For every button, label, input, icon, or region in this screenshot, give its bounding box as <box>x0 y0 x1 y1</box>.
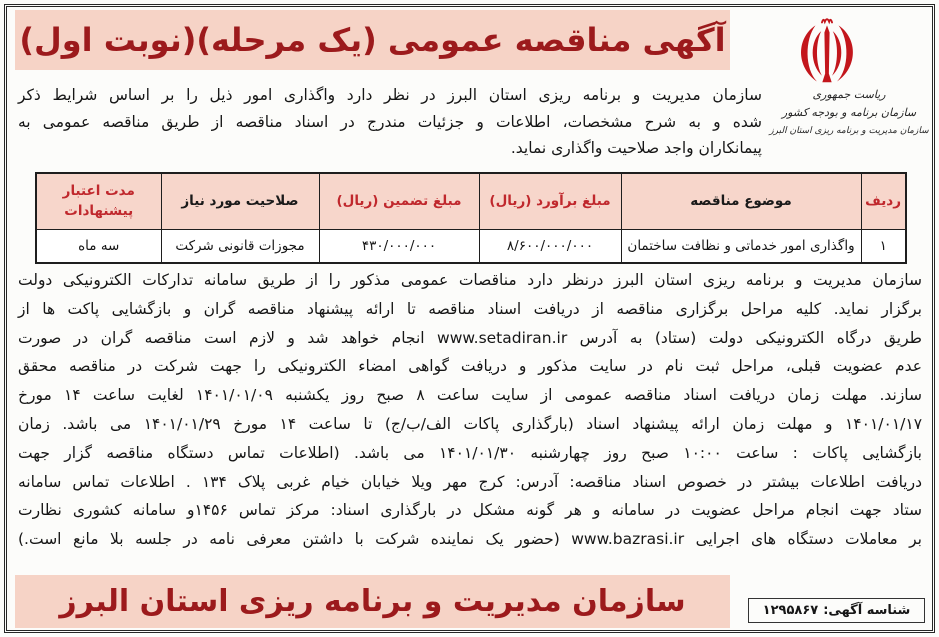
notice-title: آگهی مناقصه عمومی (یک مرحله)(نوبت اول) <box>19 21 726 59</box>
intro-line: پیمانکاران واجد صلاحیت واگذاری نماید. <box>510 139 762 157</box>
intro-line: سازمان مدیریت و برنامه ریزی استان البرز در نظر دارد واگذاری امور ذیل را بر اساس شرایط ذکر <box>18 86 762 104</box>
ad-id-box <box>748 598 925 623</box>
body-line: سازمان مدیریت و برنامه ریزی استان البرز درنظر دارد مناقصات عمومی مذکور را از طریق سامانه تدارکات الکترونیکی دولت <box>18 271 922 289</box>
body-line: ستاد جهت انجام مراحل عضویت در سامانه و هر گونه مشکل در بارگذاری اسناد: مرکز تماس ۱۴۵۶و سامانه کشوری نظارت <box>18 501 922 520</box>
body-line: دریافت اطلاعات بیشتر در خصوص اسناد مناقصه: آدرس: کرج مهر ویلا خیابان خیام غربی پلاک ۱۳۴ . اطلاعات تماس سامانه <box>18 472 922 491</box>
emblem-sword <box>822 25 831 82</box>
emblem-inner-right-crescent <box>832 31 841 76</box>
header-validity-line: پیشنهادات <box>64 203 134 220</box>
ad-id-value: ۱۲۹۵۸۶۷ <box>762 603 819 618</box>
header-estimated-amount: مبلغ برآورد (ریال) <box>479 173 621 229</box>
header-row-number: ردیف <box>861 173 906 229</box>
ad-id-label: شناسه آگهی: <box>823 603 911 618</box>
body-line: بر معاملات دستگاه های اجرایی www.bazrasi.ir (حضور یک نماینده شرکت با داشتن معرفی نامه در جلسه بلا مانع است.) <box>18 530 922 549</box>
table-row <box>36 229 906 263</box>
cell-subject: واگذاری امور خدماتی و نظافت ساختمان <box>621 229 861 263</box>
header-required-qualification: صلاحیت مورد نیاز <box>161 173 319 229</box>
logo-caption <box>766 86 932 140</box>
body-paragraph <box>18 266 922 554</box>
iran-emblem-icon <box>791 15 863 89</box>
cell-required-qualification: مجوزات قانونی شرکت <box>161 229 319 263</box>
header-guarantee-amount: مبلغ تضمین (ریال) <box>319 173 479 229</box>
logo-caption-line: ریاست جمهوری <box>812 88 886 101</box>
header-subject: موضوع مناقصه <box>621 173 861 229</box>
table-header-row <box>36 173 906 229</box>
cell-estimated-amount: ۸/۶۰۰/۰۰۰/۰۰۰ <box>479 229 621 263</box>
footer-banner <box>15 575 730 628</box>
cell-row-number: ۱ <box>861 229 906 263</box>
emblem-inner-left-crescent <box>813 31 822 76</box>
footer-organization: سازمان مدیریت و برنامه ریزی استان البرز <box>59 584 686 619</box>
table-body <box>36 229 906 263</box>
body-line: طریق درگاه الکترونیکی دولت (ستاد) به آدرس www.setadiran.ir انجام خواهد شد و لازم است مناقصه گران در صورت <box>18 328 922 347</box>
table-header <box>36 173 906 229</box>
logo-caption-line: سازمان برنامه و بودجه کشور <box>781 106 917 119</box>
tender-table <box>35 172 907 264</box>
emblem-shapes <box>801 25 853 82</box>
header-validity <box>36 173 161 229</box>
header-validity-line: مدت اعتبار <box>62 183 135 200</box>
logo-caption-line: سازمان مدیریت و برنامه ریزی استان البرز <box>769 126 929 136</box>
body-line: بازگشایی پاکات : ساعت ۱۰:۰۰ صبح روز چهارشنبه ۱۴۰۱/۰۱/۳۰ می باشد. (اطلاعات تماس دستگاه مناقصه گزار جهت <box>18 443 922 462</box>
intro-paragraph <box>18 82 762 162</box>
body-line: عدم عضویت قبلی، مراحل ثبت نام در سایت مذکور و دریافت گواهی امضاء الکترونیکی را جهت شرکت در مناقصه محقق <box>18 357 922 376</box>
body-line: ۱۴۰۱/۰۱/۱۷ و مهلت زمان ارائه پیشنهاد اسناد (بارگذاری پاکات الف/ب/ج) تا ساعت ۱۴ مورخ ۱۴۰۱/۰۱/۲۹ می باشد. زمان <box>18 414 923 433</box>
cell-validity: سه ماه <box>36 229 161 263</box>
emblem-shadda <box>822 19 832 22</box>
intro-line: شده و به شرح مشخصات، اطلاعات و جزئیات مندرج در اسناد مناقصه از طریق مناقصه عمومی به <box>18 112 762 131</box>
cell-guarantee-amount: ۴۳۰/۰۰۰/۰۰۰ <box>319 229 479 263</box>
body-line: سازند. مهلت زمان دریافت اسناد مناقصه عمومی از سایت ساعت ۸ صبح روز یکشنبه ۱۴۰۱/۰۱/۰۹ لغایت ساعت ۱۴ مورخ <box>18 386 923 405</box>
title-banner <box>15 10 730 70</box>
body-line: برگزار نماید. کلیه مراحل برگزاری مناقصه از دریافت اسناد مناقصه تا ارائه پیشنهاد مناقصه گران و بازگشایی پاکت ها از <box>18 299 922 318</box>
